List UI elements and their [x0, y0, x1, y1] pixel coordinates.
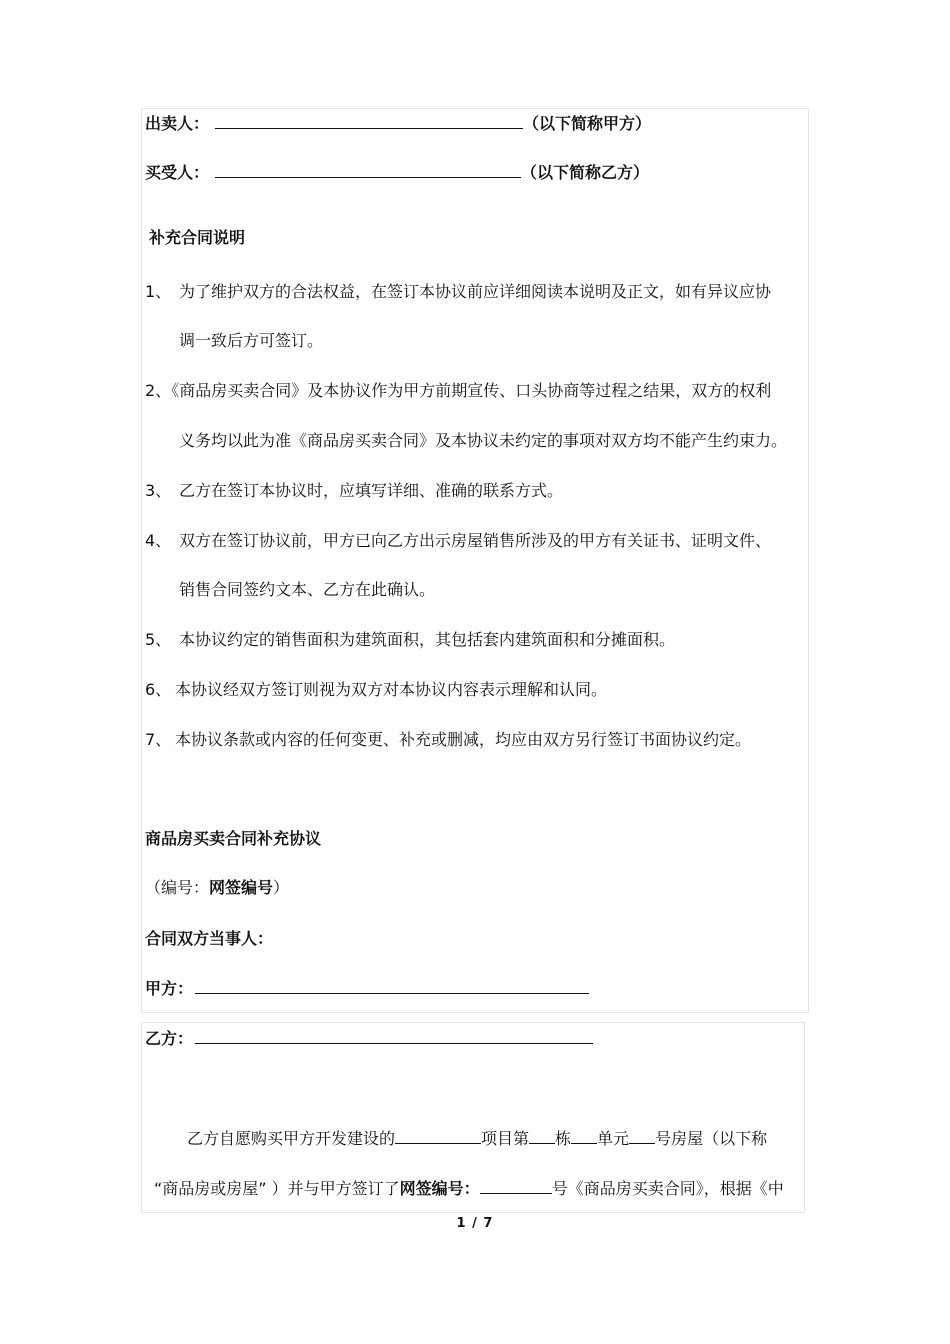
unit-blank[interactable]: [571, 1127, 597, 1144]
para-text: 号房屋（以下称: [655, 1129, 768, 1148]
note-item-1: [145, 281, 771, 303]
number-open: （编号：: [145, 878, 210, 897]
note-text: 为了维护双方的合法权益，在签订本协议前应详细阅读本说明及正文，如有异议应协: [179, 282, 772, 301]
note-text: 《商品房买卖合同》及本协议作为甲方前期宣传、口头协商等过程之结果，双方的权利: [171, 381, 772, 400]
para-bold: 网签编号：: [399, 1179, 480, 1198]
number-close: ）: [273, 878, 290, 897]
note-number: 1、: [145, 282, 172, 301]
note-item-2-cont: 义务均以此为准《商品房买卖合同》及本协议未约定的事项对双方均不能产生约束力。: [179, 431, 788, 450]
note-number: 2、: [145, 381, 172, 400]
note-number: 3、: [145, 481, 172, 500]
note-item-7: [145, 729, 751, 751]
para-text: 单元: [597, 1129, 630, 1148]
note-number: 6、: [145, 680, 172, 699]
agreement-number: [145, 877, 289, 899]
para-text: 乙方自愿购买甲方开发建设的: [187, 1129, 396, 1148]
parties-heading: 合同双方当事人：: [145, 929, 274, 948]
para-text: 栋: [555, 1129, 572, 1148]
number-value: 网签编号: [209, 878, 274, 897]
party-b-blank[interactable]: [195, 1027, 593, 1044]
buyer-blank[interactable]: [215, 161, 521, 178]
note-item-4: [145, 530, 771, 552]
page-number: 1 / 7: [456, 1216, 494, 1231]
note-text: 本协议约定的销售面积为建筑面积，其包括套内建筑面积和分摊面积。: [179, 630, 676, 649]
note-item-3: [145, 480, 563, 502]
note-item-2: [145, 380, 771, 402]
party-a-label: 甲方：: [145, 979, 194, 998]
room-blank[interactable]: [629, 1127, 655, 1144]
note-text: 双方在签订协议前，甲方已向乙方出示房屋销售所涉及的甲方有关证书、证明文件、: [179, 531, 772, 550]
para-text: “商品房或房屋” ）并与甲方签订了: [154, 1179, 400, 1198]
agreement-title: 商品房买卖合同补充协议: [145, 829, 322, 848]
note-item-4-cont: 销售合同签约文本、乙方在此确认。: [179, 580, 436, 599]
seller-line: [145, 112, 651, 135]
seller-blank[interactable]: [215, 112, 523, 129]
buyer-line: [145, 161, 649, 184]
note-number: 7、: [145, 730, 172, 749]
para-text: 项目第: [481, 1129, 530, 1148]
note-text: 乙方在签订本协议时，应填写详细、准确的联系方式。: [179, 481, 564, 500]
buyer-suffix: （以下简称乙方）: [521, 163, 650, 182]
party-a-line: [145, 977, 589, 1000]
seller-suffix: （以下简称甲方）: [523, 114, 652, 133]
note-text: 本协议条款或内容的任何变更、补充或删减，均应由双方另行签订书面协议约定。: [175, 730, 752, 749]
party-b-line: [145, 1027, 593, 1050]
buyer-label: 买受人：: [145, 163, 210, 182]
building-blank[interactable]: [529, 1127, 555, 1144]
note-item-1-cont: 调一致后方可签订。: [179, 331, 324, 350]
party-b-label: 乙方：: [145, 1029, 194, 1048]
note-item-5: [145, 629, 675, 651]
note-item-6: [145, 679, 607, 701]
note-number: 4、: [145, 531, 172, 550]
note-number: 5、: [145, 630, 172, 649]
note-text: 本协议经双方签订则视为双方对本协议内容表示理解和认同。: [175, 680, 608, 699]
notes-heading: 补充合同说明: [149, 228, 246, 247]
para-text: 号《商品房买卖合同》，根据《中: [551, 1179, 784, 1198]
purchase-paragraph-line1: [187, 1127, 767, 1150]
purchase-paragraph-line2: [154, 1177, 784, 1200]
party-a-blank[interactable]: [195, 977, 589, 994]
contract-number-blank[interactable]: [480, 1177, 552, 1194]
seller-label: 出卖人：: [145, 114, 210, 133]
project-blank[interactable]: [395, 1127, 481, 1144]
